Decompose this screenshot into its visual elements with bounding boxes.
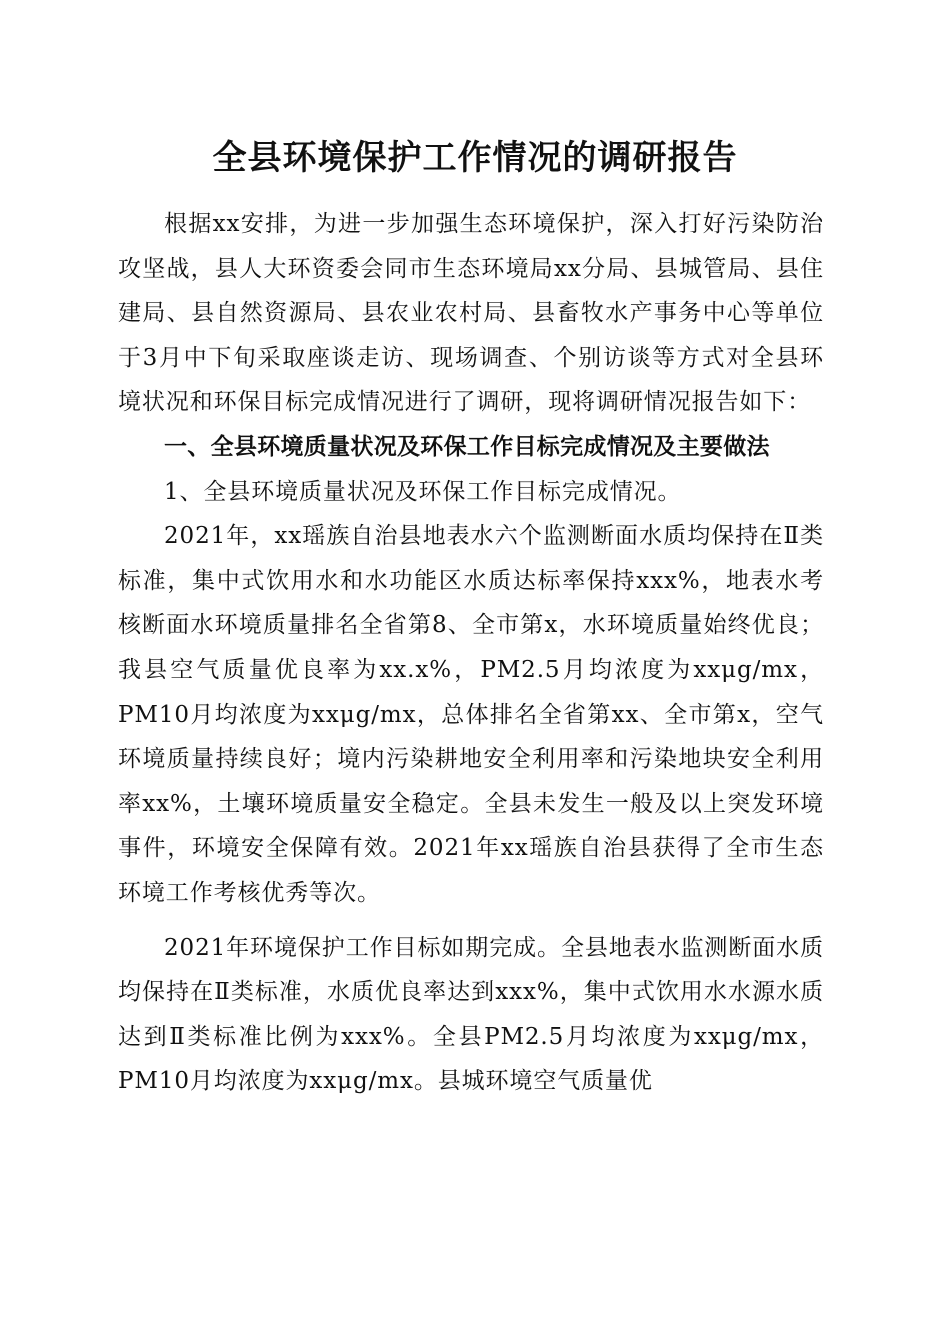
document-title: 全县环境保护工作情况的调研报告 [212,138,738,178]
section-heading: 一、全县环境质量状况及环保工作目标完成情况及主要做法 [164,433,770,460]
quality-paragraph: 2021年，xx瑶族自治县地表水六个监测断面水质均保持在Ⅱ类标准，集中式饮用水和水功能区水质达标率保持xxx%，地表水考核断面水环境质量排名全省第8、全市第x，水环境质量始终优良；我县空气质量优良率为xx.x%，PM2.5月均浓度为xxμg/mx，PM10月均浓度为xxμg/mx，总体排名全省第xx、全市第x，空气环境质量持续良好；境内污染耕地安全利用率和污染地块安全利用率xx%，土壤环境质量安全稳定。全县未发生一般及以上突发环境事件，环境安全保障有效。2021年xx瑶族自治县获得了全市生态环境工作考核优秀等次。 [118,523,824,906]
subsection-heading: 1、全县环境质量状况及环保工作目标完成情况。 [164,478,682,505]
targets-paragraph: 2021年环境保护工作目标如期完成。全县地表水监测断面水质均保持在Ⅱ类标准，水质优良率达到xxx%，集中式饮用水水源水质达到Ⅱ类标准比例为xxx%。全县PM2.5月均浓度为xxμg/mx，PM10月均浓度为xxμg/mx。县城环境空气质量优 [118,934,824,1095]
intro-paragraph: 根据xx安排，为进一步加强生态环境保护，深入打好污染防治攻坚战，县人大环资委会同市生态环境局xx分局、县城管局、县住建局、县自然资源局、县农业农村局、县畜牧水产事务中心等单位于3月中下旬采取座谈走访、现场调查、个别访谈等方式对全县环境状况和环保目标完成情况进行了调研，现将调研情况报告如下： [118,211,824,416]
document-body [118,202,824,1104]
